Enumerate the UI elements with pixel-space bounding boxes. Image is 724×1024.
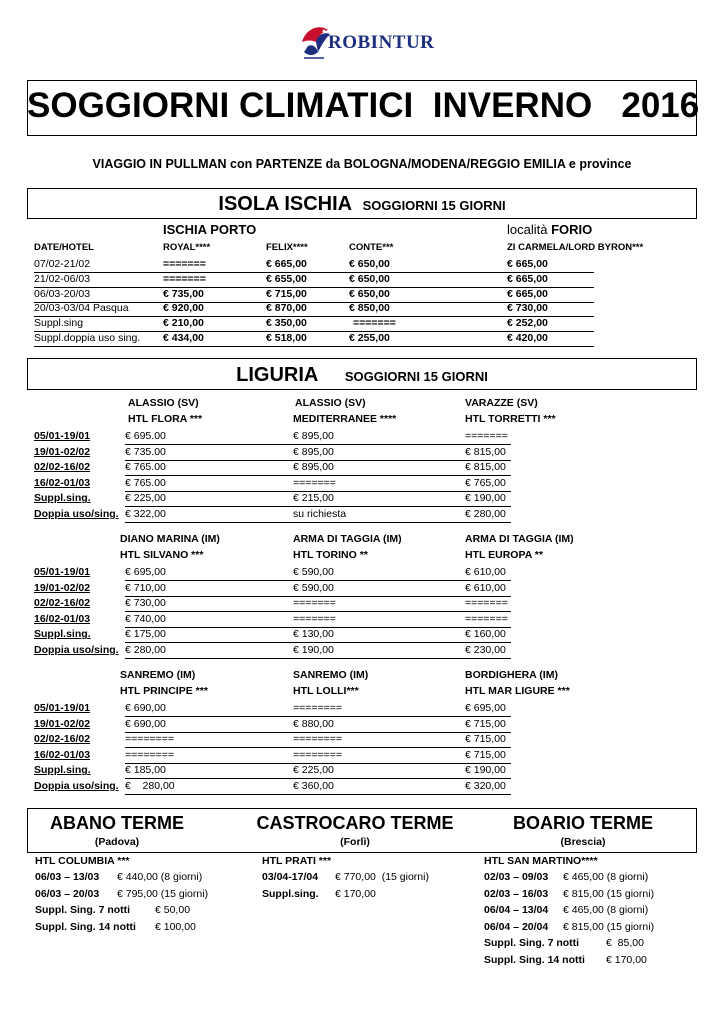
abano-price-cell: € 50,00 <box>155 904 191 917</box>
ischia-price-cell: € 735,00 <box>163 287 204 300</box>
liguria-place: ALASSIO (SV) <box>128 397 199 409</box>
ischia-column-header: FELIX**** <box>266 242 308 253</box>
ischia-price-cell: € 870,00 <box>266 302 307 315</box>
ischia-row-label: 20/03-03/04 Pasqua <box>34 302 129 315</box>
liguria-price-cell: ======== <box>293 733 343 746</box>
liguria-place: VARAZZE (SV) <box>465 397 538 409</box>
liguria-price-cell: ======== <box>125 748 175 761</box>
liguria-row-divider <box>125 794 511 795</box>
liguria-row-label: Doppia uso/sing. <box>34 780 119 792</box>
abano-price-cell: € 795,00 (15 giorni) <box>117 887 209 900</box>
liguria-row-label: 19/01-02/02 <box>34 717 91 730</box>
liguria-hotel-name: HTL FLORA *** <box>128 413 203 425</box>
liguria-place: ARMA DI TAGGIA (IM) <box>293 533 402 545</box>
ischia-duration: SOGGIORNI 15 GIORNI <box>362 198 506 213</box>
boario-price-cell: € 815,00 (15 giorni) <box>563 920 655 933</box>
liguria-row-label: Suppl.sing. <box>34 764 91 777</box>
ischia-title: ISOLA ISCHIA <box>218 193 353 215</box>
ischia-price-cell: € 650,00 <box>349 272 390 285</box>
logo <box>298 22 435 62</box>
liguria-price-cell: € 690,00 <box>125 702 166 714</box>
liguria-price-cell: € 895,00 <box>293 430 334 442</box>
page-title: SOGGIORNI CLIMATICI INVERNO 2016 <box>27 86 700 125</box>
boario-row-label: 02/03 – 16/03 <box>484 887 549 900</box>
boario-row-label: 06/04 – 13/04 <box>484 904 549 917</box>
abano-row-label: 06/03 – 13/03 <box>35 871 100 883</box>
castrocaro-title: CASTROCARO TERME <box>256 813 454 833</box>
liguria-price-cell: € 765,00 <box>465 476 506 489</box>
ischia-row-label: 06/03-20/03 <box>34 287 91 300</box>
liguria-duration: SOGGIORNI 15 GIORNI <box>344 369 488 384</box>
liguria-row-label: Suppl.sing. <box>34 628 91 641</box>
ischia-row-label: 07/02-21/02 <box>34 258 91 270</box>
liguria-title: LIGURIA <box>236 364 319 386</box>
liguria-price-cell: € 130,00 <box>293 628 334 641</box>
liguria-row-divider <box>125 522 511 523</box>
liguria-row-label: 19/01-02/02 <box>34 445 91 458</box>
boario-price-cell: € 465,00 (8 giorni) <box>563 871 649 883</box>
liguria-price-cell: € 225,00 <box>125 492 166 505</box>
ischia-row-label: Suppl.sing <box>34 317 84 330</box>
ischia-price-cell: € 850,00 <box>349 302 390 315</box>
ischia-row-label: Suppl.doppia uso sing. <box>34 332 141 344</box>
ischia-price-cell: € 920,00 <box>163 302 204 315</box>
liguria-price-cell: € 215,00 <box>293 492 334 505</box>
liguria-price-cell: € 610,00 <box>465 566 506 578</box>
liguria-price-cell: € 880,00 <box>293 717 334 730</box>
liguria-row-label: Doppia uso/sing. <box>34 508 119 520</box>
ischia-price-cell: € 210,00 <box>163 317 204 330</box>
ischia-price-cell: € 730,00 <box>507 302 548 315</box>
ischia-price-cell: € 650,00 <box>349 258 390 270</box>
ischia-column-header: ZI CARMELA/LORD BYRON*** <box>507 242 644 253</box>
liguria-price-cell: € 190,00 <box>465 764 506 777</box>
liguria-price-cell: ======= <box>465 612 508 625</box>
liguria-place: ARMA DI TAGGIA (IM) <box>465 533 574 545</box>
ischia-price-cell: € 350,00 <box>266 317 307 330</box>
liguria-price-cell: ======= <box>293 597 336 610</box>
abano-hotel: HTL COLUMBIA *** <box>35 855 130 867</box>
liguria-row-label: 16/02-01/03 <box>34 476 91 489</box>
liguria-heading <box>27 364 697 387</box>
ischia-price-cell: € 715,00 <box>266 287 307 300</box>
abano-price-cell: € 440,00 (8 giorni) <box>117 871 203 883</box>
liguria-price-cell: € 730,00 <box>125 597 166 610</box>
ischia-price-cell: € 518,00 <box>266 332 307 344</box>
liguria-price-cell: € 590,00 <box>293 581 334 594</box>
liguria-place: ALASSIO (SV) <box>295 397 366 409</box>
liguria-price-cell: € 710,00 <box>125 581 166 594</box>
ischia-price-cell: € 255,00 <box>349 332 390 344</box>
liguria-price-cell: su richiesta <box>293 508 347 520</box>
logo-text: ROBINTUR <box>328 32 435 53</box>
liguria-hotel-name: HTL TORINO ** <box>293 549 368 561</box>
boario-row-label: 06/04 – 20/04 <box>484 920 549 933</box>
ischia-price-cell: € 252,00 <box>507 317 548 330</box>
liguria-row-label: 02/02-16/02 <box>34 733 91 746</box>
liguria-place: SANREMO (IM) <box>120 669 196 681</box>
liguria-hotel-name: HTL LOLLI*** <box>293 685 359 697</box>
liguria-price-cell: ======= <box>293 612 336 625</box>
liguria-price-cell: € 590,00 <box>293 566 334 578</box>
liguria-price-cell: € 735.00 <box>125 445 166 458</box>
abano-price-cell: € 100,00 <box>155 920 196 933</box>
ischia-price-cell: ======= <box>163 272 206 285</box>
liguria-price-cell: € 280,00 <box>125 780 175 792</box>
liguria-hotel-name: HTL SILVANO *** <box>120 549 204 561</box>
liguria-price-cell: € 695,00 <box>465 702 506 714</box>
boario-hotel: HTL SAN MARTINO**** <box>484 855 598 867</box>
boario-row-label: Suppl. Sing. 7 notti <box>484 937 580 950</box>
liguria-price-cell: € 815,00 <box>465 461 506 474</box>
liguria-price-cell: € 280,00 <box>125 644 166 656</box>
ischia-price-cell: € 665,00 <box>507 258 548 270</box>
abano-row-label: Suppl. Sing. 7 notti <box>35 904 131 917</box>
liguria-price-cell: € 740,00 <box>125 612 166 625</box>
liguria-row-label: 02/02-16/02 <box>34 461 91 474</box>
liguria-price-cell: € 715,00 <box>465 717 506 730</box>
castrocaro-price-cell: € 170,00 <box>335 887 376 900</box>
liguria-price-cell: ======== <box>125 733 175 746</box>
liguria-price-cell: ======== <box>293 748 343 761</box>
liguria-hotel-name: HTL MAR LIGURE *** <box>465 685 570 697</box>
liguria-price-cell: € 765.00 <box>125 476 166 489</box>
ischia-price-cell: ======= <box>353 317 396 330</box>
travel-subtitle: VIAGGIO IN PULLMAN con PARTENZE da BOLOGNA/MODENA/REGGIO EMILIA e province <box>92 157 632 171</box>
abano-row-label: Suppl. Sing. 14 notti <box>35 920 136 933</box>
liguria-price-cell: € 225,00 <box>293 764 334 777</box>
liguria-price-cell: € 190,00 <box>293 644 334 656</box>
liguria-price-cell: € 695,00 <box>125 566 166 578</box>
ischia-price-cell: ======= <box>163 258 206 270</box>
ischia-column-header: DATE/HOTEL <box>34 242 94 253</box>
liguria-price-cell: € 322,00 <box>125 508 166 520</box>
ischia-area-porto: ISCHIA PORTO <box>163 222 257 237</box>
liguria-row-label: 16/02-01/03 <box>34 748 91 761</box>
liguria-price-cell: € 280,00 <box>465 508 506 520</box>
ischia-price-cell: € 655,00 <box>266 272 307 285</box>
liguria-row-label: Doppia uso/sing. <box>34 644 119 656</box>
boario-price-cell: € 85,00 <box>606 937 644 950</box>
ischia-area-prefix: località <box>507 222 548 237</box>
liguria-price-cell: € 320,00 <box>465 780 506 792</box>
castrocaro-province: (Forlì) <box>340 836 370 848</box>
abano-title: ABANO TERME <box>50 813 184 833</box>
liguria-price-cell: € 695.00 <box>125 430 166 442</box>
boario-price-cell: € 465,00 (8 giorni) <box>563 904 649 917</box>
liguria-price-cell: ======= <box>465 597 508 610</box>
liguria-price-cell: € 610,00 <box>465 581 506 594</box>
abano-province: (Padova) <box>94 836 140 848</box>
ischia-heading <box>27 193 697 216</box>
liguria-price-cell: ======= <box>293 476 336 489</box>
liguria-price-cell: € 230,00 <box>465 644 506 656</box>
liguria-price-cell: € 185,00 <box>125 764 166 777</box>
ischia-price-cell: € 650,00 <box>349 287 390 300</box>
liguria-row-label: 05/01-19/01 <box>34 430 91 442</box>
liguria-price-cell: € 765.00 <box>125 461 166 474</box>
liguria-row-label: 02/02-16/02 <box>34 597 91 610</box>
liguria-price-cell: € 160,00 <box>465 628 506 641</box>
liguria-price-cell: € 895,00 <box>293 445 334 458</box>
ischia-price-cell: € 665,00 <box>266 258 307 270</box>
liguria-price-cell: € 715,00 <box>465 733 506 746</box>
liguria-row-divider <box>125 658 511 659</box>
liguria-hotel-name: MEDITERRANEE **** <box>293 413 397 425</box>
castrocaro-row-label: Suppl.sing. <box>262 887 319 900</box>
liguria-hotel-name: HTL TORRETTI *** <box>465 413 556 425</box>
boario-row-label: Suppl. Sing. 14 notti <box>484 954 585 966</box>
liguria-price-cell: € 360,00 <box>293 780 334 792</box>
abano-row-label: 06/03 – 20/03 <box>35 887 100 900</box>
castrocaro-price-cell: € 770,00 (15 giorni) <box>335 871 429 883</box>
ischia-price-cell: € 665,00 <box>507 287 548 300</box>
liguria-row-label: 16/02-01/03 <box>34 612 91 625</box>
liguria-price-cell: € 895,00 <box>293 461 334 474</box>
liguria-price-cell: € 715,00 <box>465 748 506 761</box>
boario-province: (Brescia) <box>560 836 606 848</box>
liguria-price-cell: ======= <box>465 430 508 442</box>
liguria-row-label: Suppl.sing. <box>34 492 91 505</box>
liguria-price-cell: € 815,00 <box>465 445 506 458</box>
ischia-column-header: ROYAL**** <box>163 242 211 253</box>
liguria-price-cell: € 690,00 <box>125 717 166 730</box>
liguria-place: BORDIGHERA (IM) <box>465 669 558 681</box>
liguria-place: SANREMO (IM) <box>293 669 369 681</box>
liguria-hotel-name: HTL PRINCIPE *** <box>120 685 208 697</box>
liguria-hotel-name: HTL EUROPA ** <box>465 549 543 561</box>
ischia-price-cell: € 665,00 <box>507 272 548 285</box>
liguria-price-cell: € 190,00 <box>465 492 506 505</box>
boario-row-label: 02/03 – 09/03 <box>484 871 549 883</box>
castrocaro-hotel: HTL PRATI *** <box>262 855 332 867</box>
ischia-column-header: CONTE*** <box>349 242 394 253</box>
liguria-row-label: 05/01-19/01 <box>34 702 91 714</box>
boario-price-cell: € 170,00 <box>606 954 647 966</box>
ischia-row-label: 21/02-06/03 <box>34 272 91 285</box>
ischia-area-forio <box>507 222 592 237</box>
ischia-area-name: FORIO <box>551 222 593 237</box>
liguria-price-cell: ======== <box>293 702 343 714</box>
boario-title: BOARIO TERME <box>512 813 653 833</box>
ischia-price-cell: € 420,00 <box>507 332 548 344</box>
ischia-row-divider <box>34 346 594 347</box>
liguria-place: DIANO MARINA (IM) <box>120 533 220 545</box>
castrocaro-row-label: 03/04-17/04 <box>262 871 319 883</box>
ischia-price-cell: € 434,00 <box>163 332 204 344</box>
liguria-price-cell: € 175,00 <box>125 628 166 641</box>
liguria-row-label: 19/01-02/02 <box>34 581 91 594</box>
boario-price-cell: € 815,00 (15 giorni) <box>563 887 655 900</box>
liguria-row-label: 05/01-19/01 <box>34 566 91 578</box>
